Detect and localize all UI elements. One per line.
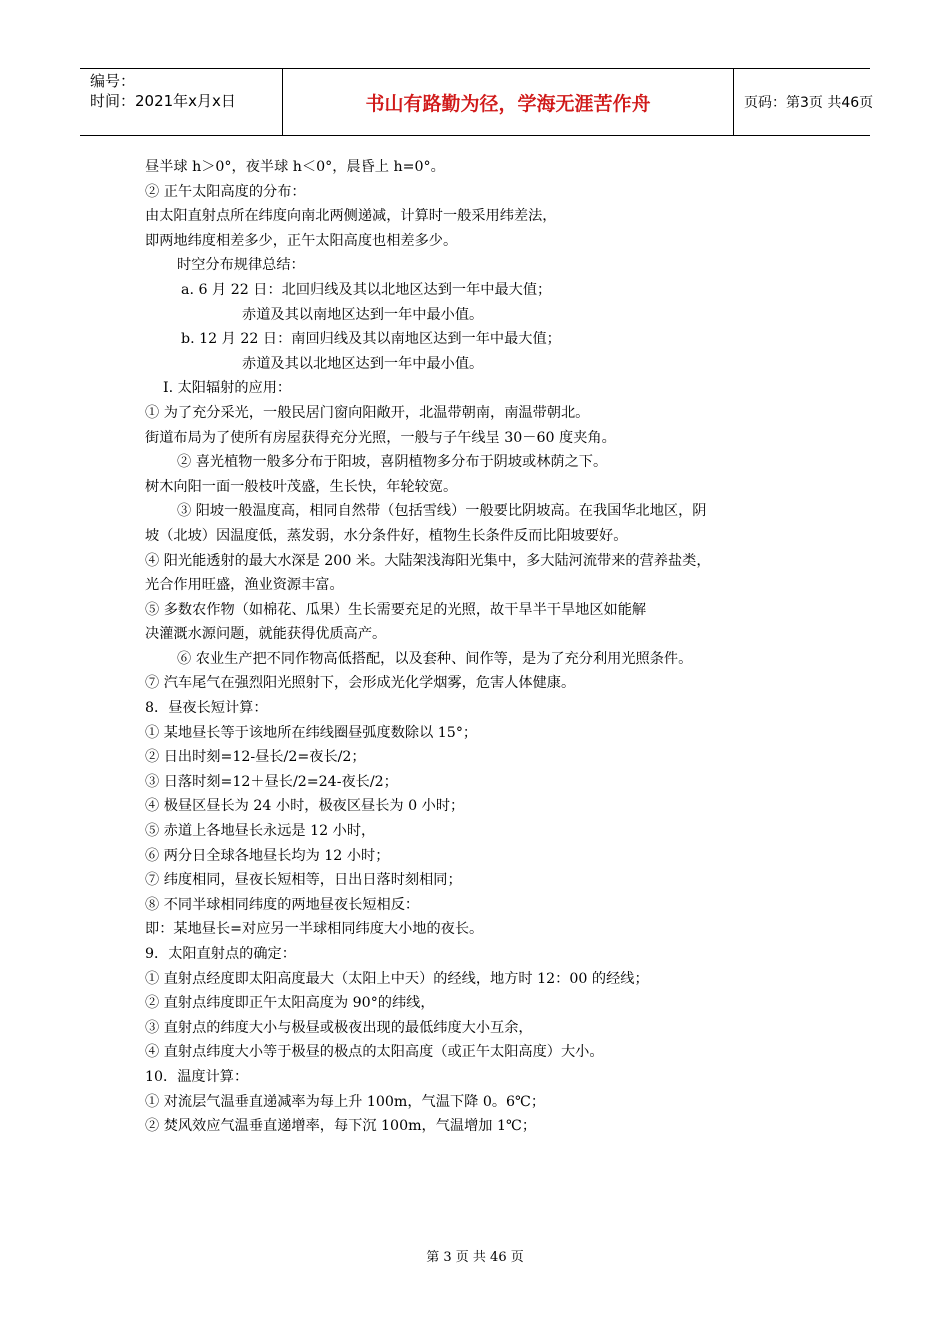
text-line: ② 焚风效应气温垂直递增率，每下沉 100m，气温增加 1℃； (145, 1118, 537, 1135)
text-line: 昼半球 h＞0°，夜半球 h＜0°，晨昏上 h=0°。 (145, 159, 445, 175)
text-line: 赤道及其以南地区达到一年中最小值。 (242, 306, 484, 323)
text-line: 决灌溉水源问题，就能获得优质高产。 (145, 626, 387, 643)
header-meta (80, 69, 282, 135)
text-line: 即两地纬度相差多少，正午太阳高度也相差多少。 (145, 232, 458, 249)
text-line: ④ 阳光能透射的最大水深是 200 米。大陆架浅海阳光集中，多大陆河流带来的营养盐类， (145, 552, 711, 569)
page-footer: 第 3 页 共 46 页 (426, 1250, 524, 1265)
time-label: 时间：2021年x月x日 (90, 92, 236, 110)
text-line: ④ 直射点纬度大小等于极昼的极点的太阳高度（或正午太阳高度）大小。 (145, 1044, 604, 1061)
text-line: ② 直射点纬度即正午太阳高度为 90°的纬线， (145, 995, 435, 1012)
text-line: ③ 日落时刻=12＋昼长/2=24-夜长/2； (145, 773, 398, 790)
text-line: 由太阳直射点所在纬度向南北两侧递减，计算时一般采用纬差法， (145, 208, 557, 225)
text-line: ① 为了充分采光，一般民居门窗向阳敞开，北温带朝南，南温带朝北。 (145, 404, 590, 421)
serial-label: 编号： (90, 72, 136, 90)
text-line: ⑥ 两分日全球各地昼长均为 12 小时； (145, 847, 390, 864)
page-header (80, 68, 874, 136)
text-line: ④ 极昼区昼长为 24 小时，极夜区昼长为 0 小时； (145, 798, 465, 815)
text-line: ② 喜光植物一般多分布于阳坡，喜阴植物多分布于阴坡或林荫之下。 (177, 454, 608, 471)
text-line: ⑤ 多数农作物（如棉花、瓜果）生长需要充足的光照，故干旱半干旱地区如能解 (145, 601, 647, 618)
text-line: a. 6 月 22 日：北回归线及其以北地区达到一年中最大值； (181, 281, 552, 298)
text-line: ⑦ 纬度相同，昼夜长短相等，日出日落时刻相同； (145, 872, 462, 889)
document-body (145, 155, 805, 1139)
text-line: 光合作用旺盛，渔业资源丰富。 (145, 577, 344, 594)
text-line: 赤道及其以北地区达到一年中最小值。 (242, 355, 484, 372)
text-line: ① 某地昼长等于该地所在纬线圈昼弧度数除以 15°； (145, 724, 478, 741)
text-line: 街道布局为了使所有房屋获得充分光照，一般与子午线呈 30－60 度夹角。 (145, 429, 616, 446)
text-line: ② 正午太阳高度的分布： (145, 183, 306, 200)
text-line: ① 直射点经度即太阳高度最大（太阳上中天）的经线，地方时 12：00 的经线； (145, 970, 649, 987)
text-line: ② 日出时刻=12-昼长/2=夜长/2； (145, 749, 366, 766)
header-motto: 书山有路勤为径，学海无涯苦作舟 (282, 69, 734, 135)
text-line: I. 太阳辐射的应用： (163, 380, 292, 397)
text-line: 时空分布规律总结： (177, 257, 305, 274)
text-line: ⑤ 赤道上各地昼长永远是 12 小时， (145, 823, 376, 840)
text-line: ③ 直射点的纬度大小与极昼或极夜出现的最低纬度大小互余， (145, 1019, 533, 1036)
header-page-info: 页码：第3页 共46页 (744, 95, 874, 111)
text-line: ③ 阳坡一般温度高，相同自然带（包括雪线）一般要比阴坡高。在我国华北地区，阴 (177, 503, 707, 520)
text-line: 坡（北坡）因温度低，蒸发弱，水分条件好，植物生长条件反而比阳坡要好。 (145, 527, 628, 544)
text-line: 即：某地昼长=对应另一半球相同纬度大小地的夜长。 (145, 921, 484, 938)
text-line: ⑥ 农业生产把不同作物高低搭配，以及套种、间作等，是为了充分利用光照条件。 (177, 650, 693, 667)
text-line: 9．太阳直射点的确定： (145, 946, 296, 962)
text-line: 树木向阳一面一般枝叶茂盛，生长快，年轮较宽。 (145, 478, 458, 495)
text-line: ⑧ 不同半球相同纬度的两地昼夜长短相反： (145, 896, 420, 913)
text-line: ⑦ 汽车尾气在强烈阳光照射下，会形成光化学烟雾，危害人体健康。 (145, 675, 576, 692)
text-line: 8．昼夜长短计算： (145, 700, 268, 717)
text-line: ① 对流层气温垂直递减率为每上升 100m，气温下降 0。6℃； (145, 1093, 546, 1110)
text-line: b. 12 月 22 日：南回归线及其以南地区达到一年中最大值； (181, 331, 561, 348)
text-line: 10．温度计算： (145, 1068, 249, 1085)
